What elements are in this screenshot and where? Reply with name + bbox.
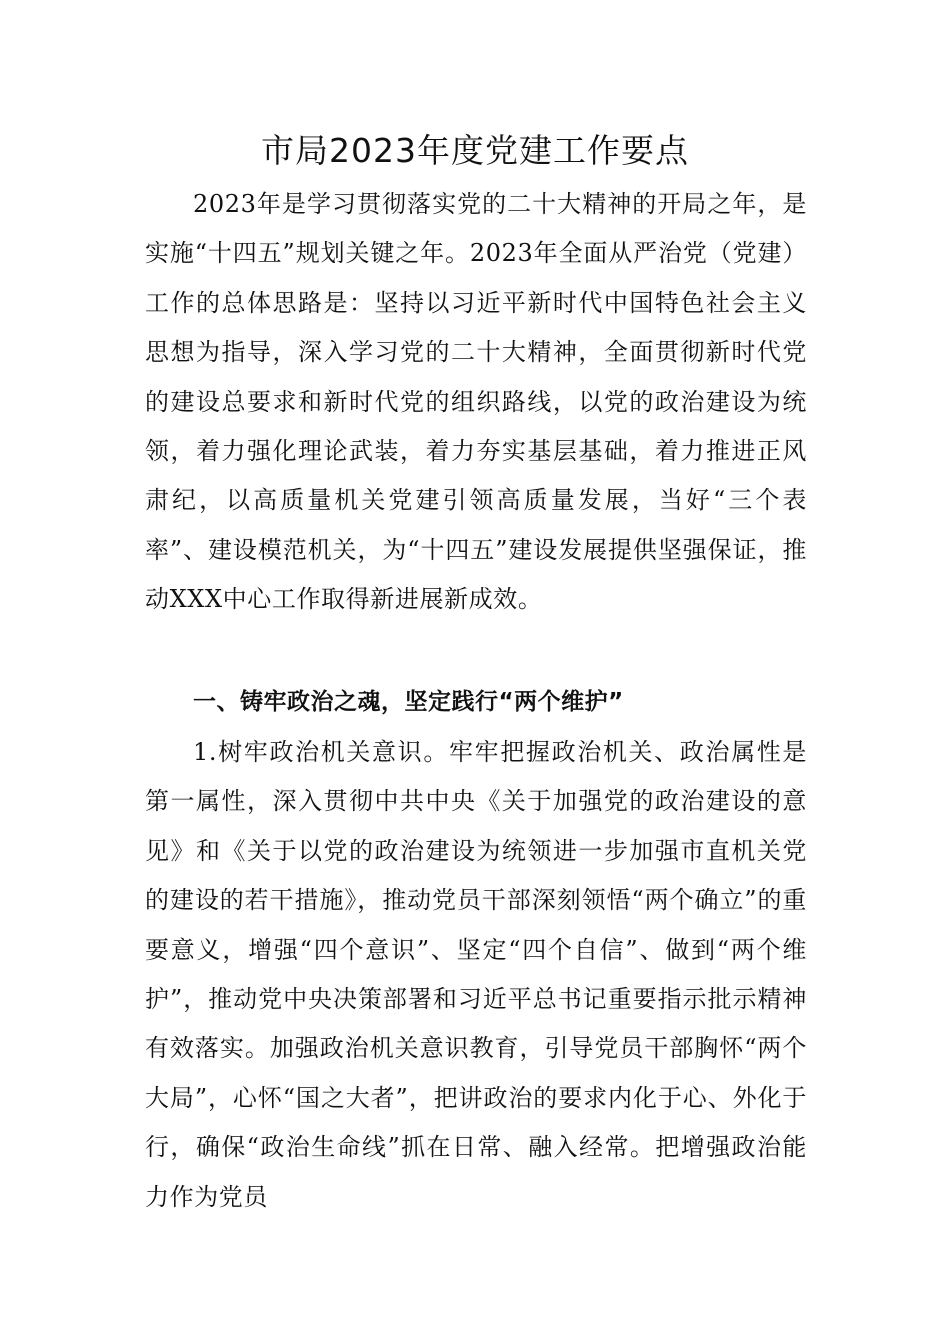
section-heading: 一、铸牢政治之魂，坚定践行“两个维护” bbox=[193, 689, 624, 715]
section-paragraph: 1.树牢政治机关意识。牢牢把握政治机关、政治属性是第一属性，深入贯彻中共中央《关于加强党的政治建设的意见》和《关于以党的政治建设为统领进一步加强市直机关党的建设的若干措施》，推动党员干部深刻领悟“两个确立”的重要意义，增强“四个意识”、坚定“四个自信”、做到“两个维护”，推动党中央决策部署和习近平总书记重要指示批示精神有效落实。加强政治机关意识教育，引导党员干部胸怀“两个大局”，心怀“国之大者”，把讲政治的要求内化于心、外化于行，确保“政治生命线”抓在日常、融入经常。把增强政治能力作为党员 bbox=[145, 738, 807, 1211]
intro-paragraph: 2023年是学习贯彻落实党的二十大精神的开局之年，是实施“十四五”规划关键之年。2023年全面从严治党（党建）工作的总体思路是：坚持以习近平新时代中国特色社会主义思想为指导，深入学习党的二十大精神，全面贯彻新时代党的建设总要求和新时代党的组织路线，以党的政治建设为统领，着力强化理论武装，着力夯实基层基础，着力推进正风肃纪，以高质量机关党建引领高质量发展，当好“三个表率”、建设模范机关，为“十四五”建设发展提供坚强保证，推动XXX中心工作取得新进展新成效。 bbox=[145, 190, 807, 614]
document-title: 市局2023年度党建工作要点 bbox=[261, 131, 689, 170]
